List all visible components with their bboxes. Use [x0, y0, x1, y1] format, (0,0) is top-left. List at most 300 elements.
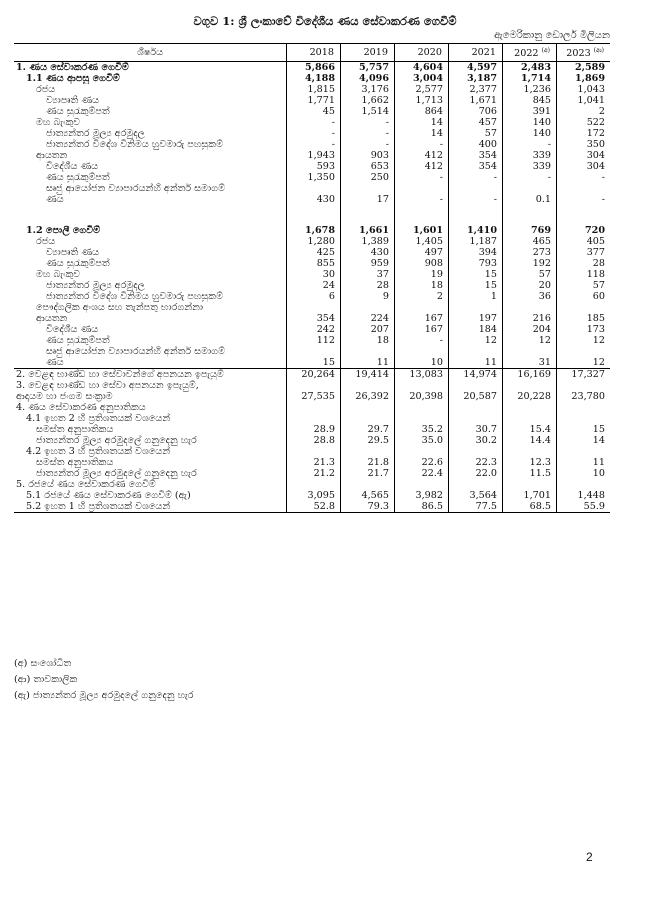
footnotes: [14, 656, 194, 704]
row-label: විදේශීය ණය: [46, 161, 99, 172]
header-year-2023: 2023 $^{(ආ)}$: [557, 44, 611, 62]
value-cell: -: [341, 117, 395, 128]
row-label: මහ බැංකුව: [36, 117, 81, 128]
row-label: ජාත්‍යන්තර මූල්‍ය අරමුදල: [46, 128, 145, 139]
value-cell: 1,043: [557, 84, 611, 95]
value-cell: -: [287, 117, 341, 128]
value-cell: 3,004: [395, 73, 449, 84]
value-cell: 207: [341, 324, 395, 335]
value-cell: 18: [395, 280, 449, 291]
value-cell: 465: [503, 236, 557, 247]
value-cell: -: [557, 183, 611, 205]
value-cell: 0.1: [503, 183, 557, 205]
table-row: [14, 302, 610, 324]
value-cell: 3,187: [449, 73, 503, 84]
table-row: [14, 247, 610, 258]
value-cell: 29.5: [341, 435, 395, 446]
value-cell: [287, 479, 341, 490]
value-cell: [557, 413, 611, 424]
value-cell: 339: [503, 150, 557, 161]
value-cell: 354: [287, 302, 341, 324]
table-row: [14, 468, 610, 479]
row-label: 3. වෙළඳ භාණ්ඩ හා සේවා අපනයන ඉපැයුම්, ආදායම හා ජංගම සංක්‍රාම: [16, 380, 199, 402]
row-label: පෞද්ගලික අංශය සහ තැන්පතු භාරගන්නා ආයතන: [36, 302, 204, 324]
value-cell: 15: [287, 346, 341, 369]
value-cell: 224: [341, 302, 395, 324]
value-cell: 112: [287, 335, 341, 346]
row-label: 2. වෙළඳ භාණ්ඩ හා සේවාවන්ගේ අපනයන ඉපැයුම්: [14, 369, 287, 381]
table-row: [14, 73, 610, 84]
value-cell: 1,448: [557, 490, 611, 501]
row-label: ණය සුරැකුම්පත්: [46, 106, 110, 117]
value-cell: 12: [449, 335, 503, 346]
value-cell: 1,661: [341, 225, 395, 236]
value-cell: 140: [503, 117, 557, 128]
value-cell: 903: [341, 150, 395, 161]
row-label: ණය සුරැකුම්පත්: [46, 335, 110, 346]
value-cell: 1,869: [557, 73, 611, 84]
value-cell: -: [341, 128, 395, 139]
value-cell: 15: [557, 424, 611, 435]
table-row: [14, 369, 610, 381]
value-cell: 28: [557, 258, 611, 269]
value-cell: 20,228: [503, 380, 557, 402]
row-label: 1. ණය සේවාකරණ ගෙවීම්: [16, 62, 129, 73]
value-cell: [341, 479, 395, 490]
value-cell: 30.7: [449, 424, 503, 435]
value-cell: 15: [449, 269, 503, 280]
value-cell: 35.2: [395, 424, 449, 435]
value-cell: 845: [503, 95, 557, 106]
header-year-2018: 2018: [287, 44, 341, 62]
value-cell: 140: [503, 128, 557, 139]
value-cell: 11: [557, 457, 611, 468]
value-cell: 22.6: [395, 457, 449, 468]
value-cell: 250: [341, 172, 395, 183]
value-cell: [449, 446, 503, 457]
row-label: ජාත්‍යන්තර මූල්‍ය අරමුදල: [46, 280, 145, 291]
value-cell: 173: [557, 324, 611, 335]
value-cell: 77.5: [449, 501, 503, 513]
value-cell: 412: [395, 150, 449, 161]
table-row: [14, 225, 610, 236]
value-cell: 68.5: [503, 501, 557, 513]
value-cell: 37: [341, 269, 395, 280]
value-cell: [341, 413, 395, 424]
value-cell: 57: [503, 269, 557, 280]
table-row: [14, 479, 610, 490]
value-cell: -: [395, 172, 449, 183]
footnote-revised: (අ) සංශෝධිත: [14, 658, 72, 669]
value-cell: [287, 446, 341, 457]
value-cell: 20,264: [287, 369, 341, 381]
value-cell: 14: [557, 435, 611, 446]
value-cell: -: [287, 128, 341, 139]
value-cell: [557, 205, 611, 225]
table-row: [14, 150, 610, 161]
value-cell: 167: [395, 302, 449, 324]
value-cell: 5,866: [287, 62, 341, 74]
row-label: සෘජු ආයෝජන ව්‍යාපාරයන්හි අන්තර් සමාගම් ණය: [46, 346, 225, 368]
value-cell: 185: [557, 302, 611, 324]
value-cell: 425: [287, 247, 341, 258]
table-body: [14, 62, 610, 513]
value-cell: 2,577: [395, 84, 449, 95]
table-row: [14, 269, 610, 280]
value-cell: -: [341, 139, 395, 150]
value-cell: 12.3: [503, 457, 557, 468]
value-cell: 10: [557, 468, 611, 479]
value-cell: 197: [449, 302, 503, 324]
value-cell: 22.4: [395, 468, 449, 479]
value-cell: 10: [395, 346, 449, 369]
row-label: ණය සුරැකුම්පත්: [46, 258, 110, 269]
value-cell: 28.9: [287, 424, 341, 435]
value-cell: 21.8: [341, 457, 395, 468]
footnote-provisional: (ආ) තාවකාලික: [14, 674, 78, 685]
value-cell: 1,701: [503, 490, 557, 501]
value-cell: [395, 446, 449, 457]
header-label: ශීර්ෂය: [14, 44, 287, 62]
table-row: [14, 424, 610, 435]
value-cell: 4,096: [341, 73, 395, 84]
value-cell: 26,392: [341, 380, 395, 402]
table-row: [14, 346, 610, 369]
value-cell: 13,083: [395, 369, 449, 381]
value-cell: 1,713: [395, 95, 449, 106]
value-cell: 22.3: [449, 457, 503, 468]
value-cell: -: [395, 335, 449, 346]
value-cell: 30.2: [449, 435, 503, 446]
table-row: [14, 95, 610, 106]
value-cell: 1,771: [287, 95, 341, 106]
row-label: රජය: [36, 236, 56, 247]
value-cell: 2: [557, 106, 611, 117]
value-cell: 12: [503, 335, 557, 346]
row-label: සමස්ත අනුපාතිකය: [36, 457, 114, 468]
value-cell: 12: [557, 335, 611, 346]
value-cell: 864: [395, 106, 449, 117]
value-cell: 4,597: [449, 62, 503, 74]
header-year-2022: 2022 $^{(අ)}$: [503, 44, 557, 62]
table-row: [14, 457, 610, 468]
value-cell: [503, 479, 557, 490]
value-cell: 1,678: [287, 225, 341, 236]
value-cell: 60: [557, 291, 611, 302]
value-cell: 5,757: [341, 62, 395, 74]
value-cell: 959: [341, 258, 395, 269]
value-cell: [341, 205, 395, 225]
table-row: [14, 205, 610, 225]
value-cell: 1,280: [287, 236, 341, 247]
value-cell: 52.8: [287, 501, 341, 513]
value-cell: 19,414: [341, 369, 395, 381]
value-cell: 17: [341, 183, 395, 205]
value-cell: [341, 402, 395, 413]
value-cell: 15: [449, 280, 503, 291]
row-label: ජාත්‍යන්තර මූල්‍ය අරමුදලේ ගනුදෙනු හැර: [36, 435, 197, 446]
row-label: ආයතන: [36, 150, 68, 161]
row-label: 1.2 පොලී ගෙවීම්: [26, 225, 101, 236]
row-label: ව්‍යාපෘති ණය: [46, 95, 99, 106]
value-cell: [449, 402, 503, 413]
value-cell: 18: [341, 335, 395, 346]
value-cell: 14,974: [449, 369, 503, 381]
table-row: [14, 446, 610, 457]
value-cell: 720: [557, 225, 611, 236]
row-label: 4.2 ඉහත 3 හි ප්‍රතිශතයක් වශයෙන්: [26, 446, 171, 457]
value-cell: 184: [449, 324, 503, 335]
value-cell: 31: [503, 346, 557, 369]
value-cell: 22.0: [449, 468, 503, 479]
value-cell: -: [449, 172, 503, 183]
row-label: [14, 205, 287, 225]
row-label: 5.1 රජයේ ණය සේවාකරණ ගෙවීම් (ඇ): [26, 490, 191, 501]
value-cell: -: [503, 172, 557, 183]
value-cell: 1,236: [503, 84, 557, 95]
value-cell: [503, 402, 557, 413]
table-title: වගුව 1: ශ්‍රී ලංකාවේ විදේශීය ණය සේවාකරණ ගෙවීම්: [193, 14, 457, 28]
value-cell: 412: [395, 161, 449, 172]
value-cell: 1,815: [287, 84, 341, 95]
header-row: [14, 44, 610, 62]
table-row: [14, 236, 610, 247]
value-cell: 1,714: [503, 73, 557, 84]
value-cell: [395, 479, 449, 490]
value-cell: [503, 205, 557, 225]
value-cell: 20,398: [395, 380, 449, 402]
row-label: විදේශීය ණය: [46, 324, 99, 335]
value-cell: 400: [449, 139, 503, 150]
value-cell: 522: [557, 117, 611, 128]
table-row: [14, 402, 610, 413]
value-cell: 394: [449, 247, 503, 258]
header-year-2019: 2019: [341, 44, 395, 62]
value-cell: 497: [395, 247, 449, 258]
value-cell: 6: [287, 291, 341, 302]
value-cell: 172: [557, 128, 611, 139]
value-cell: 19: [395, 269, 449, 280]
value-cell: 29.7: [341, 424, 395, 435]
table-row: [14, 84, 610, 95]
value-cell: 4,188: [287, 73, 341, 84]
value-cell: [503, 413, 557, 424]
row-label: ව්‍යාපෘති ණය: [46, 247, 99, 258]
value-cell: 1,671: [449, 95, 503, 106]
value-cell: 1: [449, 291, 503, 302]
value-cell: 2,483: [503, 62, 557, 74]
value-cell: 430: [341, 247, 395, 258]
value-cell: [287, 413, 341, 424]
value-cell: 11.5: [503, 468, 557, 479]
value-cell: [449, 413, 503, 424]
table-row: [14, 435, 610, 446]
value-cell: 908: [395, 258, 449, 269]
value-cell: 3,564: [449, 490, 503, 501]
value-cell: 14: [395, 117, 449, 128]
page-number: 2: [586, 850, 593, 864]
value-cell: [557, 402, 611, 413]
value-cell: 167: [395, 324, 449, 335]
value-cell: 457: [449, 117, 503, 128]
value-cell: [341, 446, 395, 457]
value-cell: 192: [503, 258, 557, 269]
value-cell: 1,410: [449, 225, 503, 236]
table-row: [14, 258, 610, 269]
value-cell: 23,780: [557, 380, 611, 402]
table-row: [14, 413, 610, 424]
value-cell: 304: [557, 150, 611, 161]
value-cell: 593: [287, 161, 341, 172]
value-cell: -: [557, 172, 611, 183]
table-row: [14, 128, 610, 139]
value-cell: 2: [395, 291, 449, 302]
value-cell: -: [503, 139, 557, 150]
value-cell: 11: [449, 346, 503, 369]
value-cell: [503, 446, 557, 457]
value-cell: 21.2: [287, 468, 341, 479]
value-cell: 242: [287, 324, 341, 335]
header-year-2020: 2020: [395, 44, 449, 62]
value-cell: [449, 479, 503, 490]
value-cell: 1,350: [287, 172, 341, 183]
value-cell: 57: [557, 280, 611, 291]
value-cell: 855: [287, 258, 341, 269]
value-cell: 21.3: [287, 457, 341, 468]
value-cell: [395, 205, 449, 225]
value-cell: 20: [503, 280, 557, 291]
value-cell: [557, 479, 611, 490]
value-cell: 653: [341, 161, 395, 172]
table-row: [14, 161, 610, 172]
value-cell: 706: [449, 106, 503, 117]
row-label: රජය: [36, 84, 56, 95]
table-row: [14, 62, 610, 74]
value-cell: 24: [287, 280, 341, 291]
footnote-excluding-imf: (ඇ) ජාත්‍යන්තර මූල්‍ය අරමුදලේ ගනුදෙනු හැර: [14, 690, 194, 701]
row-label: 4. ණය සේවාකරණ අනුපාතිකය: [16, 402, 146, 413]
value-cell: 354: [449, 150, 503, 161]
value-cell: 377: [557, 247, 611, 258]
value-cell: 2,589: [557, 62, 611, 74]
value-cell: 1,405: [395, 236, 449, 247]
value-cell: 2,377: [449, 84, 503, 95]
value-cell: 14.4: [503, 435, 557, 446]
value-cell: 1,662: [341, 95, 395, 106]
value-cell: 30: [287, 269, 341, 280]
value-cell: 28: [341, 280, 395, 291]
row-label: 5. රජයේ ණය සේවාකරණ ගෙවීම්: [16, 479, 156, 490]
value-cell: 55.9: [557, 501, 611, 513]
value-cell: [395, 402, 449, 413]
value-cell: 27,535: [287, 380, 341, 402]
row-label: 5.2 ඉහත 1 හි ප්‍රතිශතයක් වශයෙන්: [14, 501, 287, 513]
value-cell: 45: [287, 106, 341, 117]
table-row: [14, 324, 610, 335]
value-cell: 1,187: [449, 236, 503, 247]
row-label: සමස්ත අනුපාතිකය: [36, 424, 114, 435]
row-label: ජාත්‍යන්තර විදේශ විනිමය හුවමාරු පහසුකම්: [46, 139, 223, 150]
table-row: [14, 183, 610, 205]
table-row: [14, 490, 610, 501]
value-cell: 1,041: [557, 95, 611, 106]
value-cell: 57: [449, 128, 503, 139]
value-cell: 16,169: [503, 369, 557, 381]
value-cell: 21.7: [341, 468, 395, 479]
table-row: [14, 291, 610, 302]
table-row: [14, 335, 610, 346]
value-cell: [449, 205, 503, 225]
table-row: [14, 280, 610, 291]
table-row: [14, 139, 610, 150]
value-cell: 430: [287, 183, 341, 205]
row-label: මහ බැංකුව: [36, 269, 81, 280]
header-year-2021: 2021: [449, 44, 503, 62]
value-cell: -: [449, 183, 503, 205]
value-cell: [557, 446, 611, 457]
row-label: සෘජු ආයෝජන ව්‍යාපාරයන්හි අන්තර් සමාගම් ණය: [46, 183, 225, 205]
value-cell: 339: [503, 161, 557, 172]
value-cell: 1,389: [341, 236, 395, 247]
value-cell: 9: [341, 291, 395, 302]
row-label: 1.1 ණය ආපසු ගෙවීම්: [26, 73, 120, 84]
value-cell: 4,604: [395, 62, 449, 74]
value-cell: 79.3: [341, 501, 395, 513]
value-cell: 354: [449, 161, 503, 172]
value-cell: 12: [557, 346, 611, 369]
value-cell: [287, 402, 341, 413]
row-label: 4.1 ඉහත 2 හි ප්‍රතිශතයක් වශයෙන්: [26, 413, 171, 424]
table-row: [14, 117, 610, 128]
row-label: ජාත්‍යන්තර මූල්‍ය අරමුදලේ ගනුදෙනු හැර: [36, 468, 197, 479]
value-cell: 204: [503, 324, 557, 335]
value-cell: 1,514: [341, 106, 395, 117]
value-cell: 14: [395, 128, 449, 139]
value-cell: 17,327: [557, 369, 611, 381]
debt-service-table: [14, 43, 610, 513]
value-cell: 391: [503, 106, 557, 117]
value-cell: 35.0: [395, 435, 449, 446]
value-cell: 769: [503, 225, 557, 236]
unit-label: ඇමෙරිකානු ඩොලර් මිලියන: [494, 30, 610, 41]
table-row: [14, 501, 610, 513]
table-row: [14, 380, 610, 402]
value-cell: [395, 413, 449, 424]
value-cell: 1,601: [395, 225, 449, 236]
value-cell: 4,565: [341, 490, 395, 501]
value-cell: 36: [503, 291, 557, 302]
value-cell: 20,587: [449, 380, 503, 402]
value-cell: [287, 205, 341, 225]
value-cell: -: [287, 139, 341, 150]
value-cell: 304: [557, 161, 611, 172]
value-cell: 3,095: [287, 490, 341, 501]
value-cell: 15.4: [503, 424, 557, 435]
value-cell: 793: [449, 258, 503, 269]
value-cell: 1,943: [287, 150, 341, 161]
value-cell: 216: [503, 302, 557, 324]
table-row: [14, 106, 610, 117]
row-label: ජාත්‍යන්තර විදේශ විනිමය හුවමාරු පහසුකම්: [46, 291, 223, 302]
value-cell: 28.8: [287, 435, 341, 446]
value-cell: -: [395, 183, 449, 205]
value-cell: 350: [557, 139, 611, 150]
value-cell: 3,982: [395, 490, 449, 501]
row-label: ණය සුරැකුම්පත්: [46, 172, 110, 183]
table-row: [14, 172, 610, 183]
value-cell: -: [395, 139, 449, 150]
value-cell: 405: [557, 236, 611, 247]
